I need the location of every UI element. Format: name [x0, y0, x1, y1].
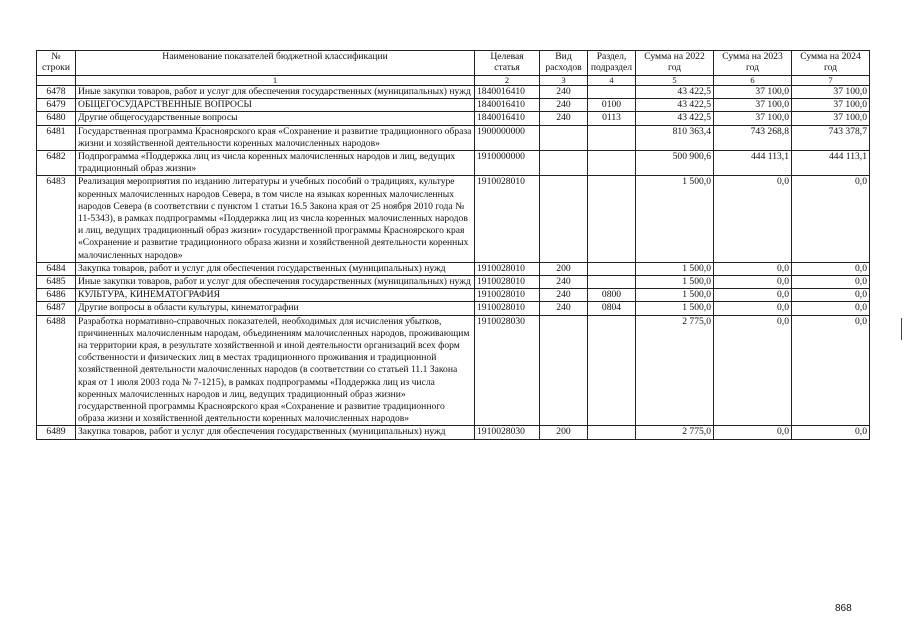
row-section: 0100: [588, 99, 636, 112]
table-row: [37, 426, 870, 439]
column-number: 1: [76, 76, 475, 86]
row-sum-2024: 444 113,1: [792, 151, 870, 176]
row-sum-2024: 0,0: [792, 289, 870, 302]
page-number: 868: [835, 603, 852, 614]
row-expense-type: [540, 125, 588, 150]
row-name: Закупка товаров, работ и услуг для обеспечения государственных (муниципальных) нужд: [76, 262, 475, 275]
row-name: КУЛЬТУРА, КИНЕМАТОГРАФИЯ: [76, 289, 475, 302]
table-row: [37, 176, 870, 262]
row-number: 6484: [37, 262, 76, 275]
row-number: 6487: [37, 302, 76, 315]
column-number: 7: [792, 76, 870, 86]
row-sum-2023: 37 100,0: [714, 99, 792, 112]
row-expense-type: 240: [540, 289, 588, 302]
row-sum-2023: 0,0: [714, 302, 792, 315]
row-expense-type: [540, 315, 588, 426]
row-section: 0800: [588, 289, 636, 302]
row-number: 6480: [37, 112, 76, 125]
row-name: Закупка товаров, работ и услуг для обеспечения государственных (муниципальных) нужд: [76, 426, 475, 439]
row-sum-2024: 0,0: [792, 315, 870, 426]
row-number: 6483: [37, 176, 76, 262]
row-section: [588, 276, 636, 289]
row-number: 6489: [37, 426, 76, 439]
row-number: 6479: [37, 99, 76, 112]
row-section: [588, 176, 636, 262]
row-sum-2022: 1 500,0: [636, 289, 714, 302]
row-expense-type: 240: [540, 86, 588, 99]
header-sum-2023: Сумма на 2023 год: [714, 51, 792, 76]
row-name: Реализация мероприятия по изданию литературы и учебных пособий о традициях, культуре коренных малочисленных народов Севера, в том числе на языках коренных малочисленных народов Севера (в соответствии с пунктом 1 статьи 16.5 Закона края от 25 ноября 2010 года № 11-5343), в рамках подпрограммы «Поддержка лиц из числа коренных малочисленных народов и лиц, ведущих традиционный образ жизни» государственной программы Красноярского края «Сохранение и развитие традиционного образа жизни и хозяйственной деятельности коренных малочисленных народов»: [76, 176, 475, 262]
row-name: Другие вопросы в области культуры, кинематографии: [76, 302, 475, 315]
row-sum-2023: 0,0: [714, 315, 792, 426]
row-sum-2022: 1 500,0: [636, 276, 714, 289]
column-number: 4: [588, 76, 636, 86]
row-section: [588, 125, 636, 150]
row-section: [588, 262, 636, 275]
column-number: 6: [714, 76, 792, 86]
row-target-article: 1910028010: [475, 262, 540, 275]
row-sum-2024: 0,0: [792, 262, 870, 275]
row-expense-type: 240: [540, 302, 588, 315]
row-target-article: 1910000000: [475, 151, 540, 176]
budget-table: [36, 50, 870, 440]
row-section: [588, 315, 636, 426]
row-section: [588, 86, 636, 99]
row-sum-2022: 43 422,5: [636, 86, 714, 99]
row-target-article: 1840016410: [475, 99, 540, 112]
row-sum-2022: 1 500,0: [636, 302, 714, 315]
row-expense-type: 240: [540, 99, 588, 112]
row-sum-2024: 0,0: [792, 302, 870, 315]
row-sum-2023: 444 113,1: [714, 151, 792, 176]
header-sum-2022: Сумма на 2022 год: [636, 51, 714, 76]
row-target-article: 1910028010: [475, 289, 540, 302]
row-number: 6486: [37, 289, 76, 302]
row-target-article: 1910028010: [475, 176, 540, 262]
row-expense-type: [540, 151, 588, 176]
row-number: 6482: [37, 151, 76, 176]
row-sum-2023: 0,0: [714, 262, 792, 275]
table-row: [37, 262, 870, 275]
row-name: Другие общегосударственные вопросы: [76, 112, 475, 125]
row-number: 6481: [37, 125, 76, 150]
row-target-article: 1840016410: [475, 112, 540, 125]
row-section: 0113: [588, 112, 636, 125]
header-section: Раздел, подраздел: [588, 51, 636, 76]
row-section: [588, 426, 636, 439]
row-sum-2022: 2 775,0: [636, 426, 714, 439]
row-name: Разработка нормативно-справочных показателей, необходимых для исчисления убытков, причиненных малочисленным народам, объединениям малочисленных народов, проживающим на территории края, в результате хозяйственной и иной деятельности организаций всех форм собственности и физических лиц в местах традиционного проживания и традиционной хозяйственной деятельности малочисленных народов (в соответствии со статьей 11.1 Закона края от 1 июля 2003 года № 7-1215), в рамках подпрограммы «Поддержка лиц из числа коренных малочисленных народов и лиц, ведущих традиционный образ жизни» государственной программы Красноярского края «Сохранение и развитие традиционного образа жизни и хозяйственной деятельности коренных малочисленных народов»: [76, 315, 475, 426]
row-number: 6488: [37, 315, 76, 426]
row-target-article: 1910028030: [475, 426, 540, 439]
row-section: [588, 151, 636, 176]
row-name: ОБЩЕГОСУДАРСТВЕННЫЕ ВОПРОСЫ: [76, 99, 475, 112]
table-row: [37, 289, 870, 302]
row-expense-type: 240: [540, 112, 588, 125]
row-sum-2024: 743 378,7: [792, 125, 870, 150]
header-expense-type: Вид расходов: [540, 51, 588, 76]
row-target-article: 1910028030: [475, 315, 540, 426]
row-sum-2022: 1 500,0: [636, 262, 714, 275]
column-number: 5: [636, 76, 714, 86]
row-sum-2022: 43 422,5: [636, 99, 714, 112]
row-sum-2023: 0,0: [714, 176, 792, 262]
row-sum-2024: 0,0: [792, 276, 870, 289]
table-row: [37, 151, 870, 176]
table-row: [37, 86, 870, 99]
row-sum-2024: 0,0: [792, 426, 870, 439]
row-expense-type: 240: [540, 276, 588, 289]
row-expense-type: 200: [540, 426, 588, 439]
scan-edge-mark: [901, 318, 902, 340]
table-row: [37, 112, 870, 125]
row-name: Государственная программа Красноярского края «Сохранение и развитие традиционного образа жизни и хозяйственной деятельности коренных малочисленных народов»: [76, 125, 475, 150]
row-sum-2024: 37 100,0: [792, 99, 870, 112]
row-sum-2022: 1 500,0: [636, 176, 714, 262]
row-name: Иные закупки товаров, работ и услуг для обеспечения государственных (муниципальных) нужд: [76, 276, 475, 289]
row-sum-2023: 37 100,0: [714, 112, 792, 125]
row-target-article: 1840016410: [475, 86, 540, 99]
row-sum-2023: 743 268,8: [714, 125, 792, 150]
header-name: Наименование показателей бюджетной классификации: [76, 51, 475, 76]
row-number: 6485: [37, 276, 76, 289]
row-name: Подпрограмма «Поддержка лиц из числа коренных малочисленных народов и лиц, ведущих традиционный образ жизни»: [76, 151, 475, 176]
row-sum-2024: 37 100,0: [792, 86, 870, 99]
table-row: [37, 315, 870, 426]
table-row: [37, 302, 870, 315]
row-expense-type: 200: [540, 262, 588, 275]
column-number-row: [37, 76, 870, 86]
row-sum-2023: 0,0: [714, 426, 792, 439]
row-sum-2024: 0,0: [792, 176, 870, 262]
row-target-article: 1910028010: [475, 276, 540, 289]
column-number: [37, 76, 76, 86]
row-sum-2022: 2 775,0: [636, 315, 714, 426]
column-number: 2: [475, 76, 540, 86]
row-sum-2023: 0,0: [714, 289, 792, 302]
table-row: [37, 99, 870, 112]
row-target-article: 1900000000: [475, 125, 540, 150]
table-row: [37, 125, 870, 150]
row-expense-type: [540, 176, 588, 262]
row-number: 6478: [37, 86, 76, 99]
header-row-number: № строки: [37, 51, 76, 76]
row-sum-2023: 37 100,0: [714, 86, 792, 99]
row-name: Иные закупки товаров, работ и услуг для обеспечения государственных (муниципальных) нужд: [76, 86, 475, 99]
row-sum-2024: 37 100,0: [792, 112, 870, 125]
table-row: [37, 276, 870, 289]
header-sum-2024: Сумма на 2024 год: [792, 51, 870, 76]
column-number: 3: [540, 76, 588, 86]
header-row: [37, 51, 870, 76]
row-sum-2023: 0,0: [714, 276, 792, 289]
row-target-article: 1910028010: [475, 302, 540, 315]
row-sum-2022: 43 422,5: [636, 112, 714, 125]
row-sum-2022: 500 900,6: [636, 151, 714, 176]
row-sum-2022: 810 363,4: [636, 125, 714, 150]
row-section: 0804: [588, 302, 636, 315]
header-target-article: Целевая статья: [475, 51, 540, 76]
